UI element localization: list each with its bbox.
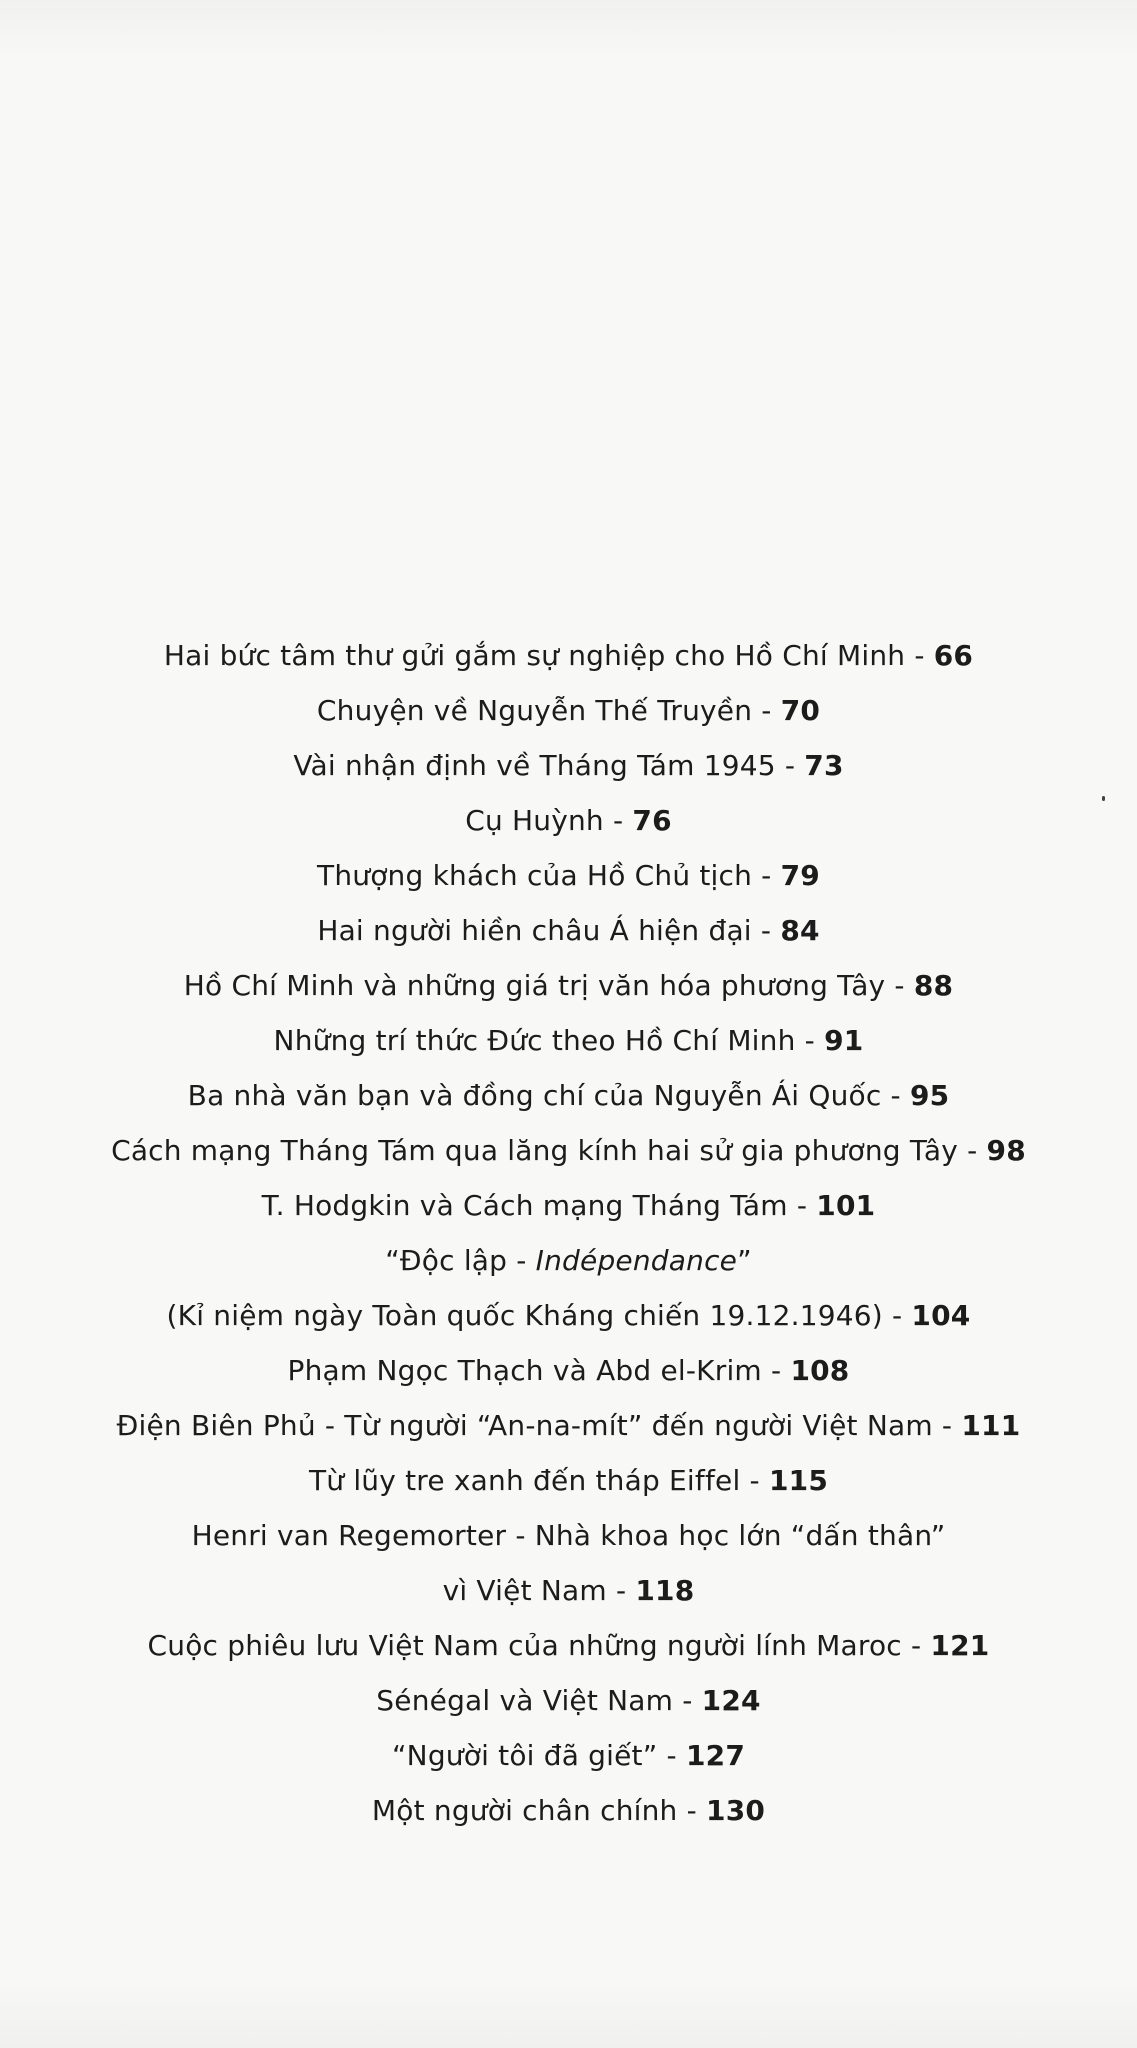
toc-page-number: 121 [930,1629,990,1662]
toc-title: Cuộc phiêu lưu Việt Nam của những người lính Maroc [147,1629,902,1662]
toc-entry [0,738,1137,793]
toc-separator: - [905,639,934,672]
toc-page-number: 84 [780,914,820,947]
toc-separator: - [958,1134,987,1167]
toc-entry-title-line [0,1233,1137,1288]
toc-title: vì Việt Nam [442,1574,607,1607]
toc-entry [0,848,1137,903]
toc-separator: - [775,749,805,782]
toc-title: Hai người hiền châu Á hiện đại [317,914,752,947]
toc-separator: - [752,694,781,727]
toc-entry [0,683,1137,738]
toc-separator: - [787,1189,817,1222]
toc-title: Phạm Ngọc Thạch và Abd el-Krim [287,1354,762,1387]
toc-entry-title-line [0,1508,1137,1563]
toc-title: (Kỉ niệm ngày Toàn quốc Kháng chiến 19.12.1946) [166,1299,883,1332]
toc-separator: - [606,1574,636,1607]
toc-page-number: 108 [790,1354,850,1387]
toc-entry [0,1618,1137,1673]
toc-title: Cách mạng Tháng Tám qua lăng kính hai sử gia phương Tây [111,1134,959,1167]
toc-page-number: 127 [685,1739,746,1772]
toc-entry [0,1013,1137,1068]
toc-page-number: 88 [913,969,954,1002]
toc-title: Điện Biên Phủ - Từ người “An-na-mít” đến người Việt Nam [116,1409,933,1442]
toc-title: T. Hodgkin và Cách mạng Tháng Tám [261,1189,788,1222]
toc-page-number: 73 [804,749,844,782]
toc-title: Hồ Chí Minh và những giá trị văn hóa phương Tây [183,969,886,1002]
toc-page-number: 95 [909,1079,950,1112]
table-of-contents [0,628,1137,1838]
toc-entry [0,793,1137,848]
toc-title: Chuyện về Nguyễn Thế Truyền [316,694,753,727]
toc-separator: - [751,914,781,947]
toc-entry [0,1728,1137,1783]
toc-page-number: 104 [911,1299,971,1332]
toc-page-number: 115 [768,1464,829,1497]
toc-separator: - [752,859,781,892]
toc-separator: - [932,1409,962,1442]
toc-title: Sénégal và Việt Nam [376,1684,674,1717]
toc-entry [0,1343,1137,1398]
toc-entry [0,1563,1137,1618]
toc-separator: - [882,1299,912,1332]
toc-entry [0,1453,1137,1508]
toc-separator: - [657,1739,686,1772]
toc-separator: - [761,1354,791,1387]
toc-title-italic: Indépendance [535,1244,738,1277]
toc-separator: - [677,1794,707,1827]
toc-entry [0,1123,1137,1178]
toc-entry [0,958,1137,1013]
toc-title-quote-close: ” [737,1244,752,1277]
toc-title: Một người chân chính [371,1794,678,1827]
toc-page-number: 66 [933,639,974,672]
toc-entry [0,1288,1137,1343]
toc-title: Những trí thức Đức theo Hồ Chí Minh [273,1024,796,1057]
toc-separator: - [673,1684,702,1717]
toc-page-number: 98 [986,1134,1026,1167]
toc-title: Thượng khách của Hồ Chủ tịch [317,859,753,892]
toc-separator: - [881,1079,910,1112]
toc-page-number: 91 [824,1024,864,1057]
toc-separator: - [603,804,633,837]
toc-page-number: 76 [632,804,672,837]
toc-page-number: 124 [701,1684,761,1717]
toc-page-number: 79 [780,859,820,892]
toc-page-number: 70 [780,694,821,727]
toc-title: “Người tôi đã giết” [391,1739,658,1772]
toc-entry [0,1068,1137,1123]
toc-separator: - [795,1024,825,1057]
toc-title: Hai bức tâm thư gửi gắm sự nghiệp cho Hồ Chí Minh [163,639,906,672]
toc-title-quote-open: “Độc lập - [385,1244,536,1277]
toc-title: Vài nhận định về Tháng Tám 1945 [293,749,776,782]
toc-entry [0,628,1137,683]
toc-entry [0,1398,1137,1453]
toc-entry [0,1178,1137,1233]
toc-title: Henri van Regemorter - Nhà khoa học lớn “dấn thân” [191,1519,946,1552]
toc-page-number: 130 [706,1794,766,1827]
toc-title: Từ lũy tre xanh đến tháp Eiffel [308,1464,741,1497]
toc-entry [0,1673,1137,1728]
toc-page-number: 118 [635,1574,695,1607]
toc-page-number: 101 [816,1189,876,1222]
toc-entry [0,1783,1137,1838]
toc-page-number: 111 [961,1409,1021,1442]
toc-title: Ba nhà văn bạn và đồng chí của Nguyễn Ái Quốc [187,1079,882,1112]
toc-entry [0,903,1137,958]
toc-separator: - [885,969,914,1002]
toc-separator: - [901,1629,931,1662]
toc-separator: - [740,1464,769,1497]
toc-title: Cụ Huỳnh [465,804,604,837]
